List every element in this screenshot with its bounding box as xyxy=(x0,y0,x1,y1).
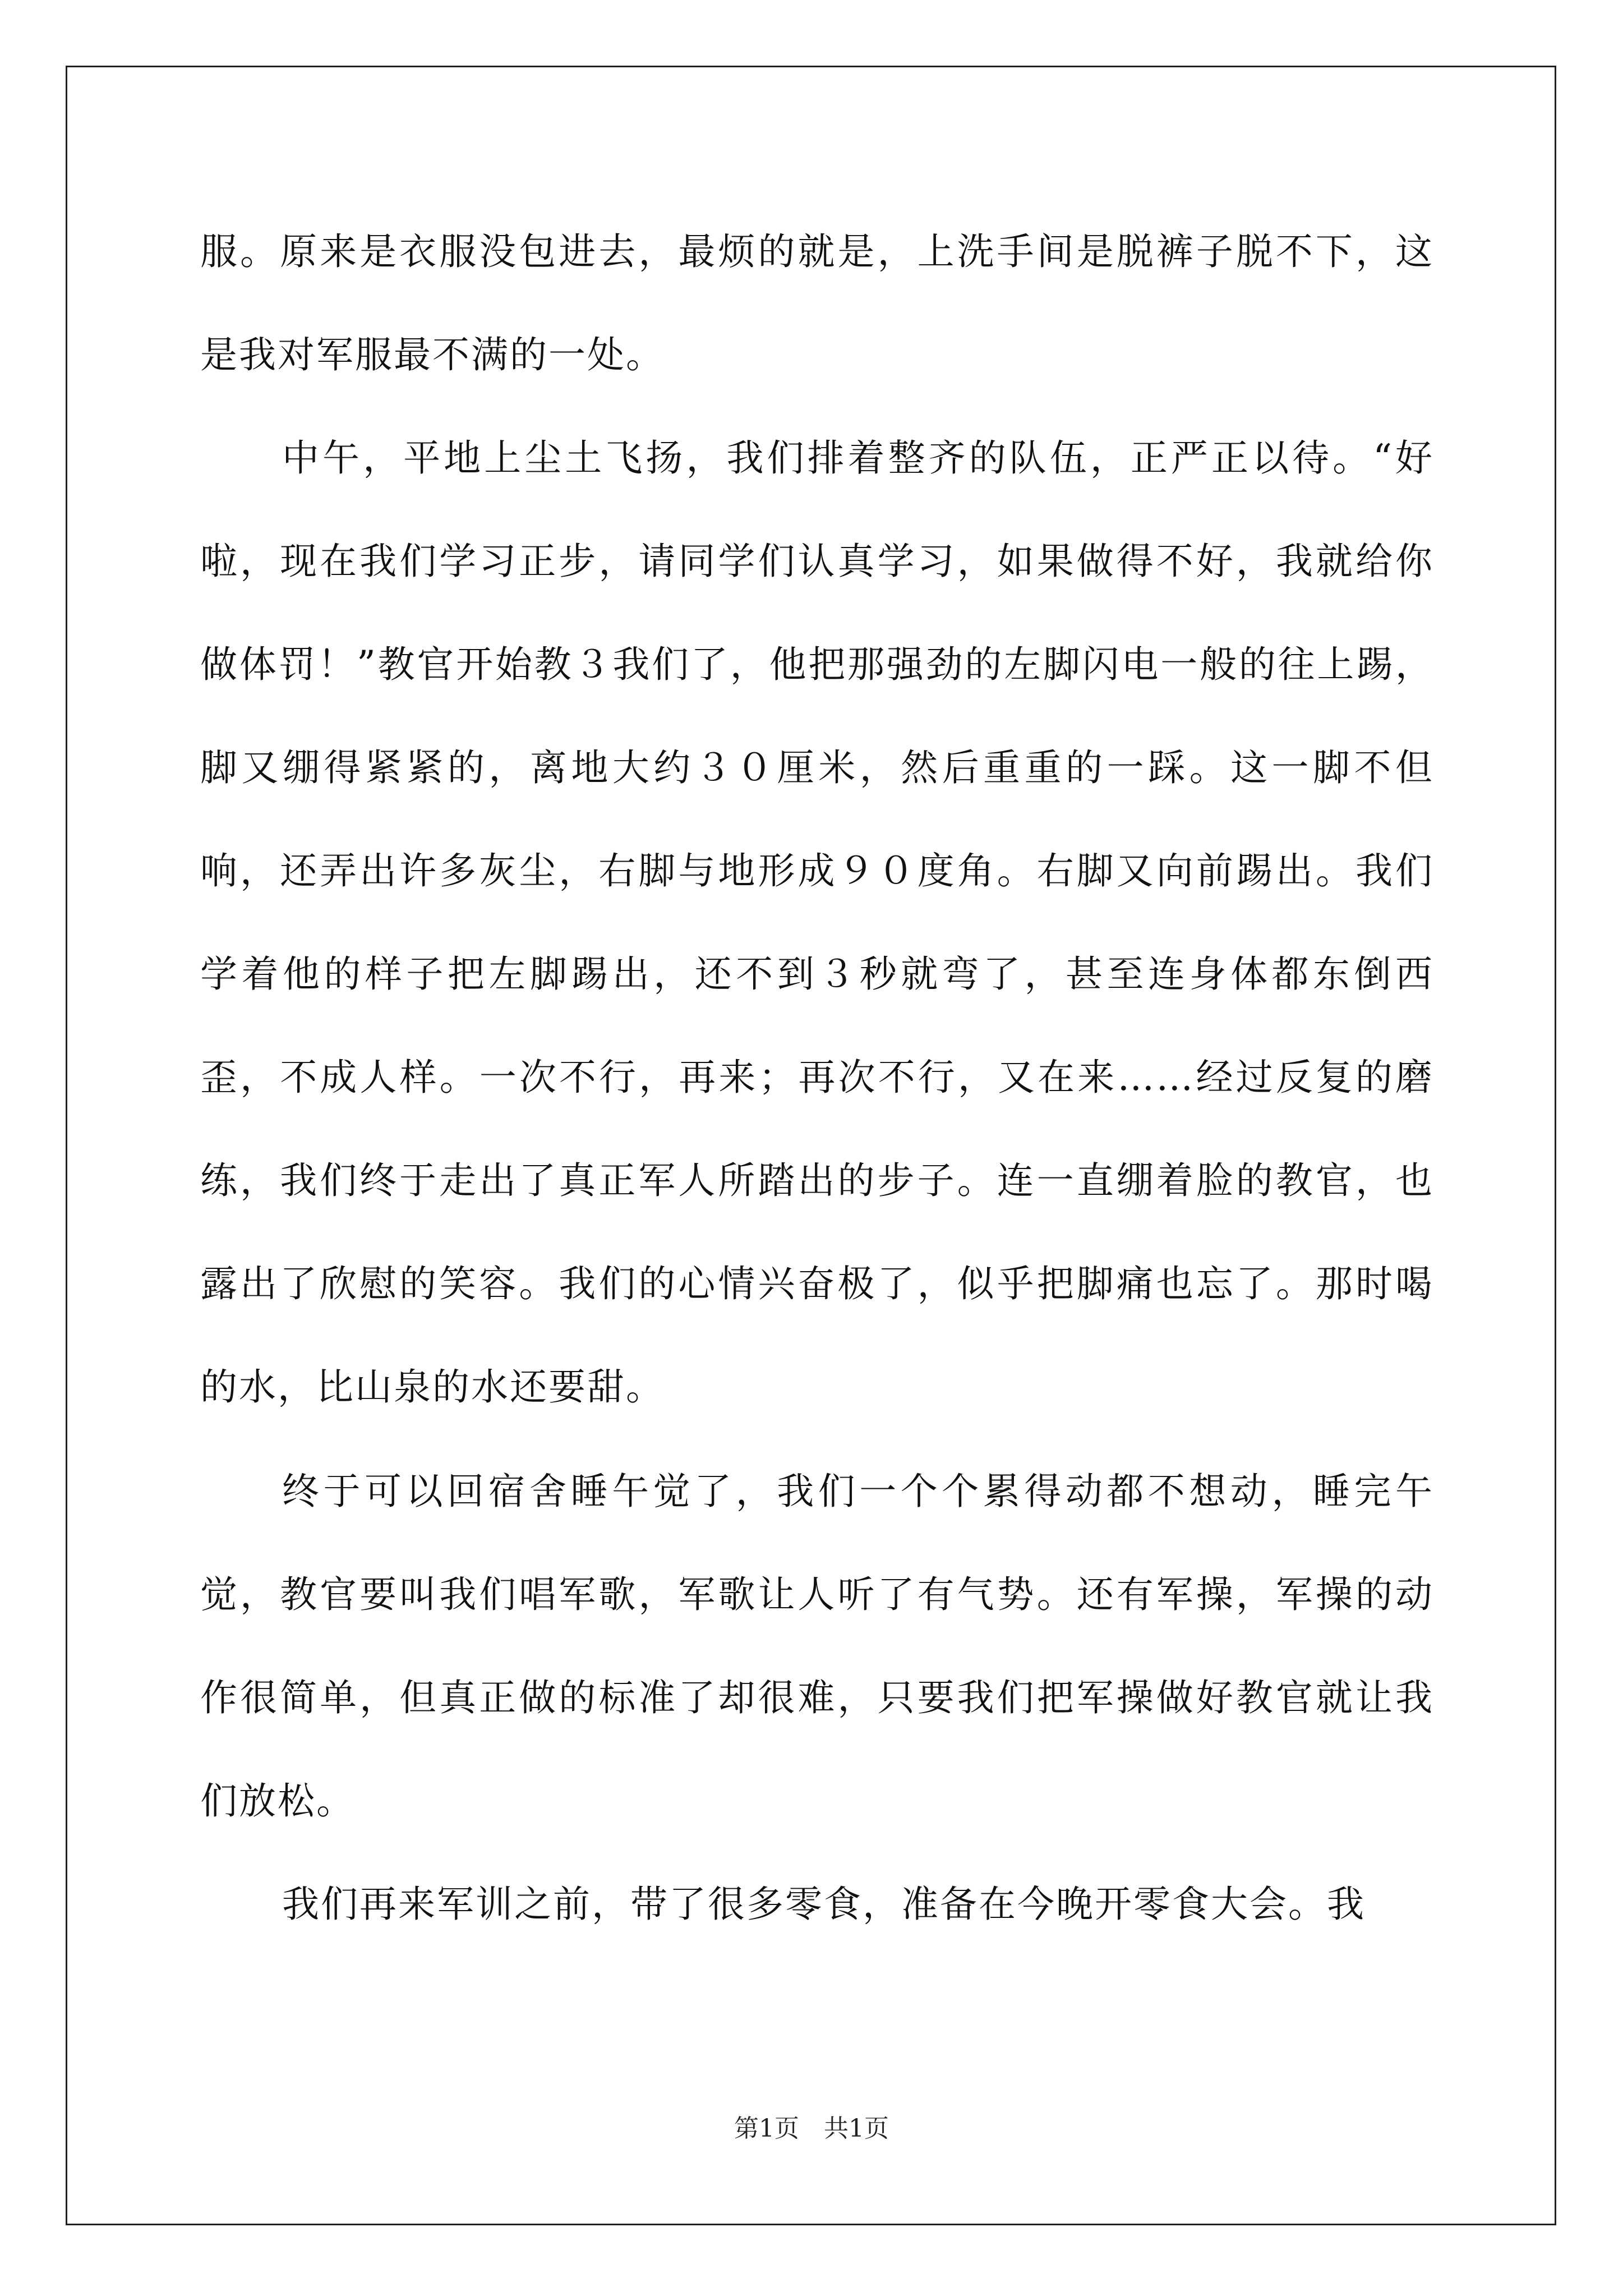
paragraph-2: 中午，平地上尘土飞扬，我们排着整齐的队伍，正严正以待。“好啦，现在我们学习正步，请同学们认真学习，如果做得不好，我就给你做体罚！”教官开始教３我们了，他把那强劲的左脚闪电一般的往上踢，脚又绷得紧紧的，离地大约３０厘米，然后重重的一踩。这一脚不但响，还弄出许多灰尘，右脚与地形成９０度角。右脚又向前踢出。我们学着他的样子把左脚踢出，还不到３秒就弯了，甚至连身体都东倒西歪，不成人样。一次不行，再来；再次不行，又在来……经过反复的磨练，我们终于走出了真正军人所踏出的步子。连一直绷着脸的教官，也露出了欣慰的笑容。我们的心情兴奋极了，似乎把脚痛也忘了。那时喝的水，比山泉的水还要甜。 xyxy=(200,436,1434,1409)
page-footer: 第1页 共1页 xyxy=(734,2114,889,2143)
paragraph-4: 我们再来军训之前，带了很多零食，准备在今晚开零食大会。我 xyxy=(282,1883,1366,1926)
paragraph-1: 服。原来是衣服没包进去，最烦的就是，上洗手间是脱裤子脱不下，这是我对军服最不满的一处。 xyxy=(200,230,1434,376)
paragraph-3: 终于可以回宿舍睡午觉了，我们一个个累得动都不想动，睡完午觉，教官要叫我们唱军歌，军歌让人听了有气势。还有军操，军操的动作很简单，但真正做的标准了却很难，只要我们把军操做好教官就让我们放松。 xyxy=(200,1470,1434,1823)
